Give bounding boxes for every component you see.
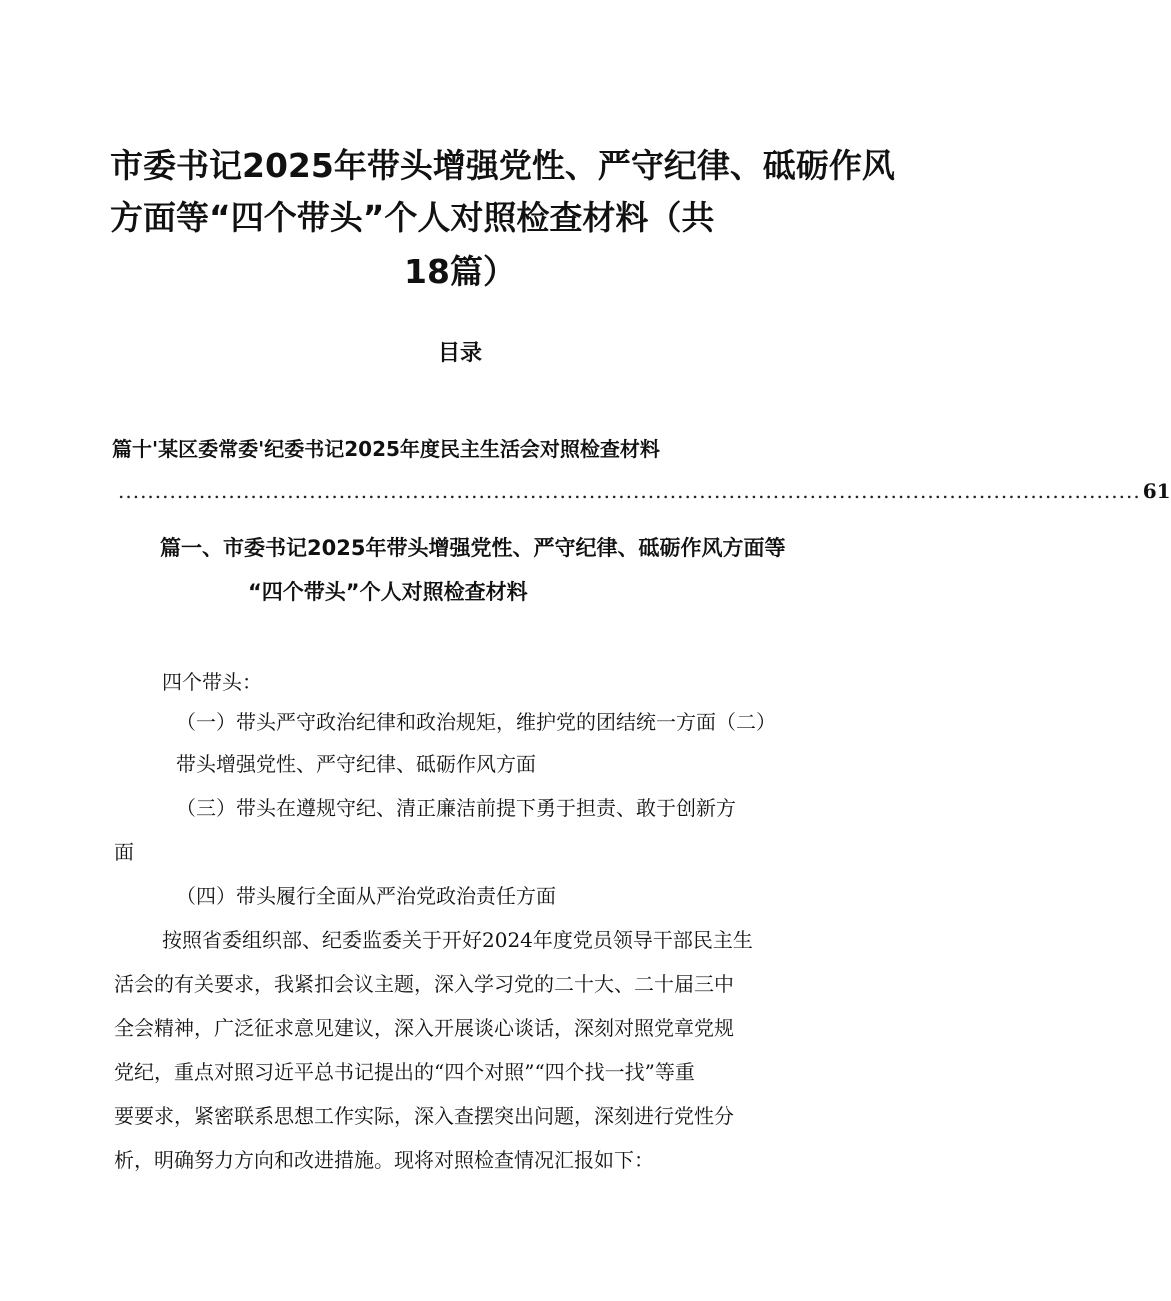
document-title-line-2: 方面等“四个带头”个人对照检查材料（共	[110, 198, 715, 237]
document-title-line-1: 市委书记2025年带头增强党性、严守纪律、砥砺作风	[110, 146, 895, 185]
item-1-line-1: （一）带头严守政治纪律和政治规矩，维护党的团结统一方面（二）	[176, 710, 776, 734]
paragraph-line: 全会精神，广泛征求意见建议，深入开展谈心谈话，深刻对照党章党规	[114, 1016, 734, 1040]
paragraph-line: 析，明确努力方向和改进措施。现将对照检查情况汇报如下：	[114, 1148, 654, 1172]
item-3-line-2: 面	[114, 840, 134, 864]
toc-entry-page-number: 61	[1142, 479, 1171, 503]
document-title-line-3: 18篇）	[404, 252, 516, 291]
section-title-line-2: “四个带头”个人对照检查材料	[248, 580, 528, 604]
paragraph-line: 活会的有关要求，我紧扣会议主题，深入学习党的二十大、二十届三中	[114, 972, 734, 996]
toc-entry-label[interactable]: 篇十'某区委常委'纪委书记2025年度民主生活会对照检查材料	[112, 437, 660, 461]
item-3-line-1: （三）带头在遵规守纪、清正廉洁前提下勇于担责、敢于创新方	[176, 796, 736, 820]
section-lead: 四个带头：	[162, 670, 262, 694]
item-4: （四）带头履行全面从严治党政治责任方面	[176, 884, 556, 908]
intro-paragraph	[114, 918, 830, 1182]
item-1-line-2: 带头增强党性、严守纪律、砥砺作风方面	[176, 752, 536, 776]
toc-entry-leader-row[interactable]	[118, 474, 1171, 508]
toc-entry-leader: ...........................................................................................................................................	[118, 479, 1141, 503]
paragraph-line: 党纪，重点对照习近平总书记提出的“四个对照”“四个找一找”等重	[114, 1060, 695, 1084]
section-title-line-1: 篇一、市委书记2025年带头增强党性、严守纪律、砥砺作风方面等	[160, 536, 786, 560]
paragraph-line: 要要求，紧密联系思想工作实际，深入查摆突出问题，深刻进行党性分	[114, 1104, 734, 1128]
toc-heading: 目录	[437, 341, 482, 366]
paragraph-line: 按照省委组织部、纪委监委关于开好2024年度党员领导干部民主生	[162, 928, 753, 952]
